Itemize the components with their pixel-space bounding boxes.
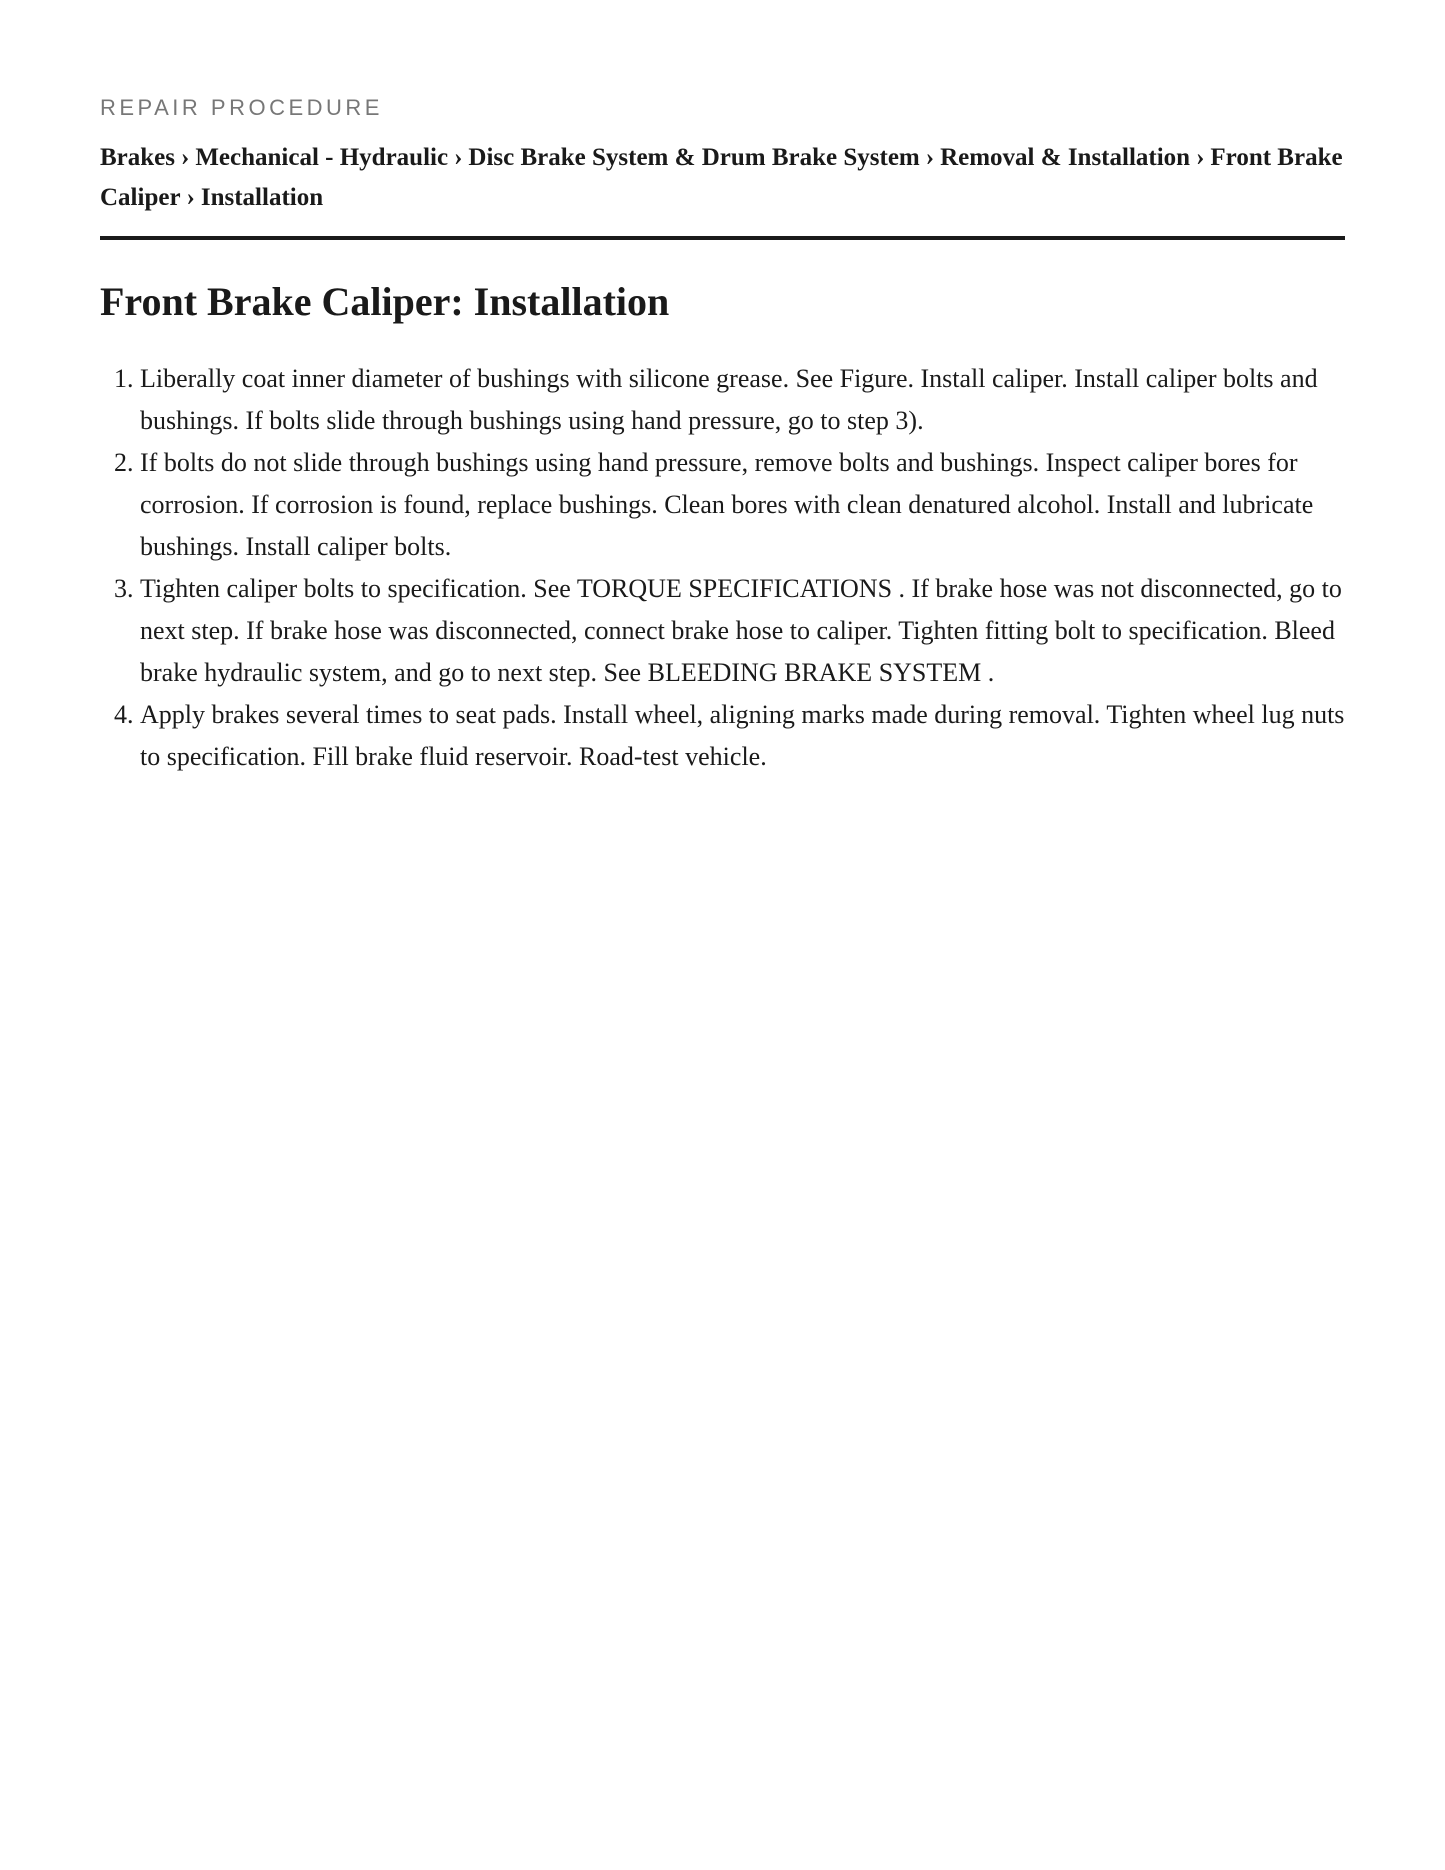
document-type-label: REPAIR PROCEDURE — [100, 95, 383, 120]
breadcrumb-separator: › — [1196, 144, 1205, 171]
breadcrumb-item: Removal & Installation — [940, 144, 1191, 171]
breadcrumb-item: Installation — [200, 184, 324, 211]
procedure-step: 3. Tighten caliper bolts to specification. See TORQUE SPECIFICATIONS . If brake hose was not disconnected, go to next step. If brake hose was disconnected, connect brake hose to caliper. Tighten fitting bolt to specification. Bleed brake hydraulic system, and go to next step. See BLEEDING BRAKE SYSTEM . — [140, 568, 1345, 694]
breadcrumb-separator: › — [925, 144, 935, 171]
breadcrumb-separator: › — [181, 144, 190, 171]
procedure-steps — [100, 358, 1345, 778]
breadcrumb-separator: › — [454, 144, 463, 171]
procedure-step: 4. Apply brakes several times to seat pads. Install wheel, aligning marks made during removal. Tighten wheel lug nuts to specification. Fill brake fluid reservoir. Road-test vehicle. — [140, 694, 1345, 778]
procedure-step: 1. Liberally coat inner diameter of bushings with silicone grease. See Figure. Install caliper. Install caliper bolts and bushings. If bolts slide through bushings using hand pressure, go to step 3). — [140, 358, 1345, 442]
document-page — [100, 92, 1345, 778]
breadcrumb-separator: › — [186, 184, 195, 211]
breadcrumb-item: Brakes — [100, 144, 175, 171]
breadcrumb-item: Front Brake Caliper — [100, 144, 1343, 211]
breadcrumb-item: Disc Brake System & Drum Brake System — [468, 144, 920, 171]
breadcrumb — [100, 138, 1345, 240]
procedure-step: 2. If bolts do not slide through bushings using hand pressure, remove bolts and bushings. Inspect caliper bores for corrosion. If corrosion is found, replace bushings. Clean bores with clean denatured alcohol. Install and lubricate bushings. Install caliper bolts. — [140, 442, 1345, 568]
breadcrumb-item: Mechanical - Hydraulic — [195, 144, 449, 171]
page-title: Front Brake Caliper: Installation — [100, 279, 670, 324]
